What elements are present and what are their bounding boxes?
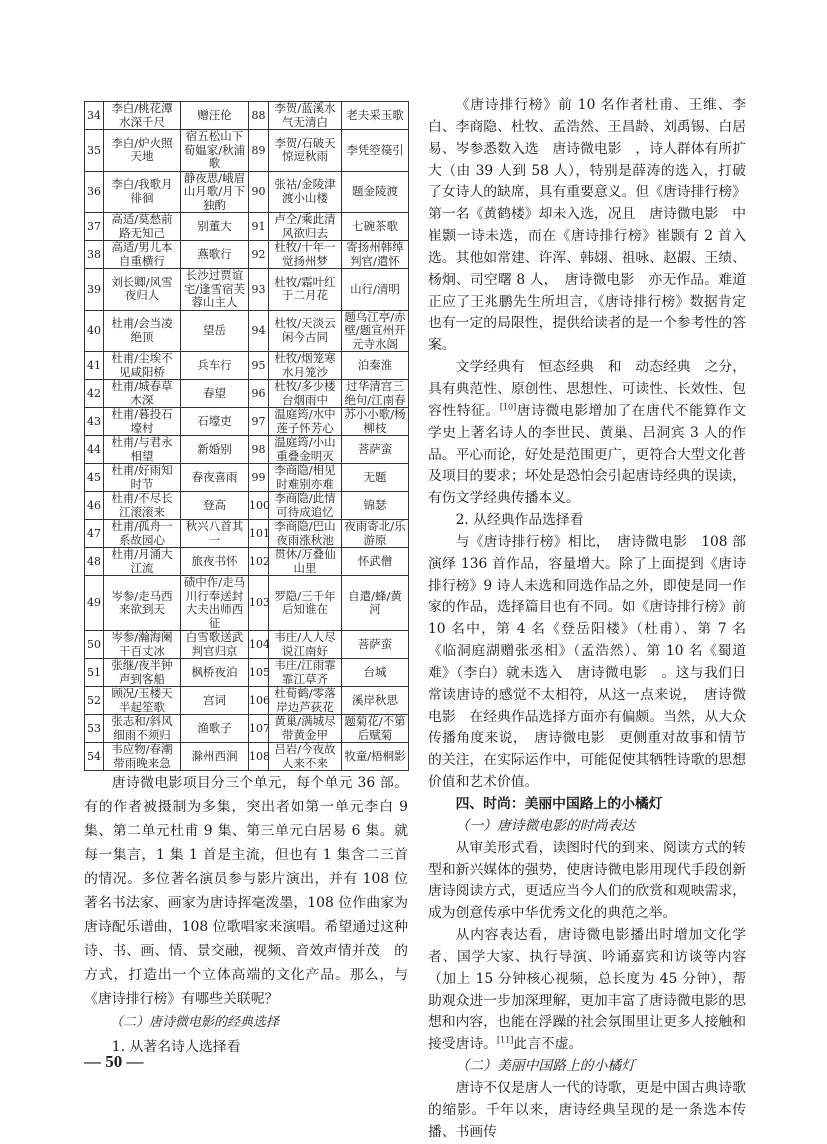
table-row — [85, 352, 409, 380]
paragraph — [428, 532, 746, 794]
poem-title: 枫桥夜泊 — [181, 659, 249, 687]
episode-number: 96 — [249, 380, 269, 408]
poem-title: 别董大 — [181, 213, 249, 241]
episode-number: 35 — [85, 130, 104, 172]
episode-number: 53 — [85, 715, 104, 743]
poem-title: 李凭箜篌引 — [342, 130, 409, 172]
section-heading — [428, 1056, 746, 1078]
poem-title: 宫词 — [181, 687, 249, 715]
episode-number: 101 — [249, 520, 269, 548]
poet-line: 杜甫/会当凌绝顶 — [104, 310, 181, 352]
paragraph — [428, 357, 746, 510]
episode-number: 42 — [85, 380, 104, 408]
paragraph — [428, 838, 746, 925]
poet-line: 卢仝/乘此清风欲归去 — [269, 213, 342, 241]
episode-number: 97 — [249, 408, 269, 436]
table-row — [85, 520, 409, 548]
table-row — [85, 659, 409, 687]
poem-title: 自遣/蜂/黄河 — [342, 576, 409, 631]
table-row — [85, 269, 409, 311]
subsection-heading — [428, 510, 746, 532]
episode-number: 92 — [249, 241, 269, 269]
table-row — [85, 171, 409, 213]
poet-line: 李贺/石破天惊逗秋雨 — [269, 130, 342, 172]
table-row — [85, 576, 409, 631]
poem-title: 石壕吏 — [181, 408, 249, 436]
poem-title: 题乌江亭/赤壁/题宣州开元寺水阁 — [342, 310, 409, 352]
text-run: 从内容表达看，唐诗微电影播出时增加文化学者、国学大家、执行导演、吟诵嘉宾和访谈等内容（加上 15 分钟核心视频，总长度为 45 分钟），帮助观众进一步加深理解，更加丰富了唐诗微电影的思想和内容，也能在浮躁的社会氛围里让更多人接触和接受唐诗。 — [428, 927, 746, 1053]
poem-title: 锦瑟 — [342, 492, 409, 520]
poet-line: 韦应物/春潮带雨晚来急 — [104, 743, 181, 771]
poet-line: 杜甫/好雨知时节 — [104, 464, 181, 492]
poem-title: 菩萨蛮 — [342, 631, 409, 659]
poem-title: 赠汪伦 — [181, 102, 249, 130]
episode-number: 108 — [249, 743, 269, 771]
table-row — [85, 102, 409, 130]
poet-line: 杜牧/十年一觉扬州梦 — [269, 241, 342, 269]
poet-line: 杜甫/月涌大江流 — [104, 548, 181, 576]
poet-line: 李白/桃花潭水深千尺 — [104, 102, 181, 130]
episode-number: 38 — [85, 241, 104, 269]
poet-line: 杜荀鹤/零落岸边芦荻花 — [269, 687, 342, 715]
text-run: （一）唐诗微电影的时尚表达 — [455, 817, 635, 834]
poem-title: 碛中作/走马川行奉送封大夫出师西征 — [181, 576, 249, 631]
episode-number: 44 — [85, 436, 104, 464]
poet-line: 李商隐/巴山夜雨涨秋池 — [269, 520, 342, 548]
poet-line: 杜甫/暮投石壕村 — [104, 408, 181, 436]
episode-number: 40 — [85, 310, 104, 352]
poem-title: 无题 — [342, 464, 409, 492]
section-heading — [428, 816, 746, 838]
poet-line: 高适/男儿本自重横行 — [104, 241, 181, 269]
poem-table-body — [85, 102, 409, 771]
episode-number: 51 — [85, 659, 104, 687]
episode-number: 95 — [249, 352, 269, 380]
episode-number: 47 — [85, 520, 104, 548]
poet-line: 杜甫/城春草木深 — [104, 380, 181, 408]
poem-title: 题菊花/不第后赋菊 — [342, 715, 409, 743]
poet-line: 张祜/金陵津渡小山楼 — [269, 171, 342, 213]
poem-title: 秋兴八首其一 — [181, 520, 249, 548]
poem-title: 老夫采玉歌 — [342, 102, 409, 130]
episode-number: 100 — [249, 492, 269, 520]
poet-line: 罗隐/三千年后知谁在 — [269, 576, 342, 631]
poem-title: 题金陵渡 — [342, 171, 409, 213]
left-column — [84, 101, 422, 1059]
poem-title: 春望 — [181, 380, 249, 408]
text-run: 此言不虚。 — [513, 1036, 583, 1053]
table-row — [85, 436, 409, 464]
right-column — [428, 95, 746, 1144]
page-number: — 50 — — [84, 1052, 144, 1071]
poem-title: 牧童/梧桐影 — [342, 743, 409, 771]
poem-title: 兵车行 — [181, 352, 249, 380]
poet-line: 吕岩/今夜故人来不来 — [269, 743, 342, 771]
text-run: 文学经典有 恒态经典 和 动态经典 之分，具有典范性、原创性、思想性、可读性、长效性、包容性特征。 — [428, 359, 746, 419]
poet-line: 岑参/走马西来欲到天 — [104, 576, 181, 631]
poet-line: 岑参/瀚海阑干百丈冰 — [104, 631, 181, 659]
table-row — [85, 464, 409, 492]
poem-title: 白雪歌送武判官归京 — [181, 631, 249, 659]
poet-line: 贯休/万叠仙山里 — [269, 548, 342, 576]
poem-title: 旅夜书怀 — [181, 548, 249, 576]
episode-number: 48 — [85, 548, 104, 576]
poet-line: 杜甫/与君永相望 — [104, 436, 181, 464]
episode-number: 90 — [249, 171, 269, 213]
episode-number: 94 — [249, 310, 269, 352]
poet-line: 张继/夜半钟声到客船 — [104, 659, 181, 687]
table-row — [85, 743, 409, 771]
text-run: 1. 从著名诗人选择看 — [111, 1039, 241, 1055]
poem-title: 夜雨寄北/乐游原 — [342, 520, 409, 548]
poet-line: 张志和/斜风细雨不须归 — [104, 715, 181, 743]
poem-title: 过华清宫三绝句/江南春 — [342, 380, 409, 408]
text-run: 唐诗不仅是唐人一代的诗歌，更是中国古典诗歌的缩影。千年以来，唐诗经典呈现的是一条选本传播、书画传 — [428, 1079, 746, 1140]
paragraph — [84, 771, 422, 1011]
episode-number: 99 — [249, 464, 269, 492]
poem-title: 燕歌行 — [181, 241, 249, 269]
poet-line: 李商隐/此情可待成追忆 — [269, 492, 342, 520]
poem-title: 寄扬州韩绰判官/遣怀 — [342, 241, 409, 269]
text-run: 《唐诗排行榜》前 10 名作者杜甫、王维、李白、李商隐、杜牧、孟浩然、王昌龄、刘禹锡、白居易、岑参悉数入选 唐诗微电影 ，诗人群体有所扩大（由 39 人到 58 人），特别是薛涛的选入，打破了女诗人的缺席，具有重要意义。但《唐诗排行榜》第一名《黄鹤楼》却未入选，况且 唐诗微电影 中崔颢一诗未选，而在《唐诗排行榜》崔颢有 2 首入选。其他如常建、许浑、韩翃、祖咏、赵嘏、王绩、杨炯、司空曙 8 人， 唐诗微电影 亦无作品。难道正应了王兆鹏先生所坦言，《唐诗排行榜》数据肯定也有一定的局限性，提供给读者的是一个参考性的答案。 — [428, 97, 746, 354]
episode-number: 102 — [249, 548, 269, 576]
episode-number: 45 — [85, 464, 104, 492]
poem-title: 渔歌子 — [181, 715, 249, 743]
episode-number: 52 — [85, 687, 104, 715]
episode-number: 89 — [249, 130, 269, 172]
text-run: 与《唐诗排行榜》相比， 唐诗微电影 108 部演绎 136 首作品，容量增大。除了上面提到《唐诗排行榜》9 诗人未选和同选作品之外，即使是同一作家的作品，选择篇目也有不同。如《唐诗排行榜》前 10 名中，第 4 名《登岳阳楼》（杜甫）、第 7 名《临洞庭湖赠张丞相》（孟浩然）、第 10 名《蜀道难》（李白）就未选入 唐诗微电影 。这与我们日常读唐诗的感觉不太相符，从这一点来说， 唐诗微电影 在经典作品选择方面亦有偏颇。当然，从大众传播角度来说， 唐诗微电影 更侧重对故事和情节的关注，在实际运作中，可能促使其牺牲诗歌的思想价值和艺术价值。 — [428, 533, 746, 791]
episode-number: 107 — [249, 715, 269, 743]
citation-marker: [10] — [499, 402, 517, 412]
episode-number: 41 — [85, 352, 104, 380]
text-run: （二）唐诗微电影的经典选择 — [110, 1015, 280, 1030]
episode-number: 50 — [85, 631, 104, 659]
text-run: 2. 从经典作品选择看 — [455, 512, 584, 529]
episode-number: 98 — [249, 436, 269, 464]
table-row — [85, 380, 409, 408]
citation-marker: [11] — [496, 1035, 514, 1045]
episode-number: 46 — [85, 492, 104, 520]
poet-line: 杜甫/尘埃不见咸阳桥 — [104, 352, 181, 380]
table-row — [85, 715, 409, 743]
poet-line: 刘长卿/风雪夜归人 — [104, 269, 181, 311]
episode-number: 93 — [249, 269, 269, 311]
poet-line: 杜牧/霜叶红于二月花 — [269, 269, 342, 311]
poem-table — [84, 101, 409, 771]
episode-number: 106 — [249, 687, 269, 715]
text-run: 唐诗微电影项目分三个单元，每个单元 36 部。有的作者被摄制为多集，突出者如第一单元李白 9 集、第二单元杜甫 9 集、第三单元白居易 6 集。就每一集言，1 集 1 首是主流，但也有 1 集含二三首的情况。多位著名演员参与影片演出，并有 108 位著名书法家、画家为唐诗挥毫泼墨，108 位作曲家为唐诗配乐谱曲，108 位歌唱家来演唱。希望通过这种 诗、书、画、情、景交融，视频、音效声情并茂 的方式，打造出一个立体高端的文化产品。那么，与《唐诗排行榜》有哪些关联呢？ — [84, 775, 422, 1007]
poem-title: 泊秦淮 — [342, 352, 409, 380]
poet-line: 温庭筠/小山重叠金明灭 — [269, 436, 342, 464]
poet-line: 顾况/玉楼天半起笙歌 — [104, 687, 181, 715]
poet-line: 杜牧/烟笼寒水月笼沙 — [269, 352, 342, 380]
poem-title: 春夜喜雨 — [181, 464, 249, 492]
text-run: 从审美形式看，读图时代的到来、阅读方式的转型和新兴媒体的强势，使唐诗微电影用现代手段创新唐诗阅读方式，更适应当今人们的欣赏和观映需求，成为创意传承中华优秀文化的典范之举。 — [428, 839, 746, 922]
episode-number: 88 — [249, 102, 269, 130]
episode-number: 105 — [249, 659, 269, 687]
poet-line: 温庭筠/水中莲子怀芳心 — [269, 408, 342, 436]
table-row — [85, 687, 409, 715]
section-heading — [428, 794, 746, 816]
episode-number: 39 — [85, 269, 104, 311]
poem-title: 长沙过贾谊宅/逢雪宿芙蓉山主人 — [181, 269, 249, 311]
table-row — [85, 631, 409, 659]
poem-title: 七碗茶歌 — [342, 213, 409, 241]
paragraph — [428, 95, 746, 357]
poem-title: 宿五松山下荀媪家/秋浦歌 — [181, 130, 249, 172]
poem-title: 新婚别 — [181, 436, 249, 464]
poet-line: 李白/我歌月徘徊 — [104, 171, 181, 213]
poet-line: 杜甫/不尽长江滚滚来 — [104, 492, 181, 520]
table-row — [85, 492, 409, 520]
paragraph — [428, 925, 746, 1056]
poet-line: 杜甫/孤舟一系故园心 — [104, 520, 181, 548]
poem-title: 溪岸秋思 — [342, 687, 409, 715]
poem-title: 苏小小歌/杨柳枝 — [342, 408, 409, 436]
episode-number: 49 — [85, 576, 104, 631]
episode-number: 37 — [85, 213, 104, 241]
table-row — [85, 408, 409, 436]
episode-number: 103 — [249, 576, 269, 631]
table-row — [85, 130, 409, 172]
text-run: 唐诗微电影增加了在唐代不能算作文学史上著名诗人的李世民、黄巢、吕洞宾 3 人的作品。平心而论，好处是范围更广，更符合大型文化普及项目的要求；坏处是恐怕会引起唐诗经典的误读，有伤文学经典传播本义。 — [428, 402, 747, 507]
episode-number: 91 — [249, 213, 269, 241]
poet-line: 韦庄/江雨霏霏江草齐 — [269, 659, 342, 687]
section-heading — [84, 1011, 408, 1035]
text-run: （二）美丽中国路上的小橘灯 — [455, 1058, 635, 1075]
poet-line: 杜牧/多少楼台烟雨中 — [269, 380, 342, 408]
poet-line: 李贺/蓝溪水气无清白 — [269, 102, 342, 130]
poem-title: 台城 — [342, 659, 409, 687]
left-body-text — [84, 771, 422, 1059]
episode-number: 34 — [85, 102, 104, 130]
episode-number: 104 — [249, 631, 269, 659]
poet-line: 杜牧/天淡云闲今古同 — [269, 310, 342, 352]
episode-number: 54 — [85, 743, 104, 771]
table-row — [85, 548, 409, 576]
table-row — [85, 241, 409, 269]
poet-line: 李白/炉火照天地 — [104, 130, 181, 172]
table-row — [85, 213, 409, 241]
table-row — [85, 310, 409, 352]
poem-title: 滁州西涧 — [181, 743, 249, 771]
episode-number: 36 — [85, 171, 104, 213]
poem-title: 登高 — [181, 492, 249, 520]
poem-title: 怀武僧 — [342, 548, 409, 576]
poet-line: 韦庄/人人尽说江南好 — [269, 631, 342, 659]
poem-title: 望岳 — [181, 310, 249, 352]
poem-title: 菩萨蛮 — [342, 436, 409, 464]
paragraph — [428, 1078, 746, 1144]
poem-title: 静夜思/峨眉山月歌/月下独酌 — [181, 171, 249, 213]
text-run: 四、时尚：美丽中国路上的小橘灯 — [455, 796, 663, 812]
poet-line: 高适/莫愁前路无知己 — [104, 213, 181, 241]
poet-line: 黄巢/满城尽带黄金甲 — [269, 715, 342, 743]
episode-number: 43 — [85, 408, 104, 436]
poem-title: 山行/清明 — [342, 269, 409, 311]
poet-line: 李商隐/相见时难别亦难 — [269, 464, 342, 492]
